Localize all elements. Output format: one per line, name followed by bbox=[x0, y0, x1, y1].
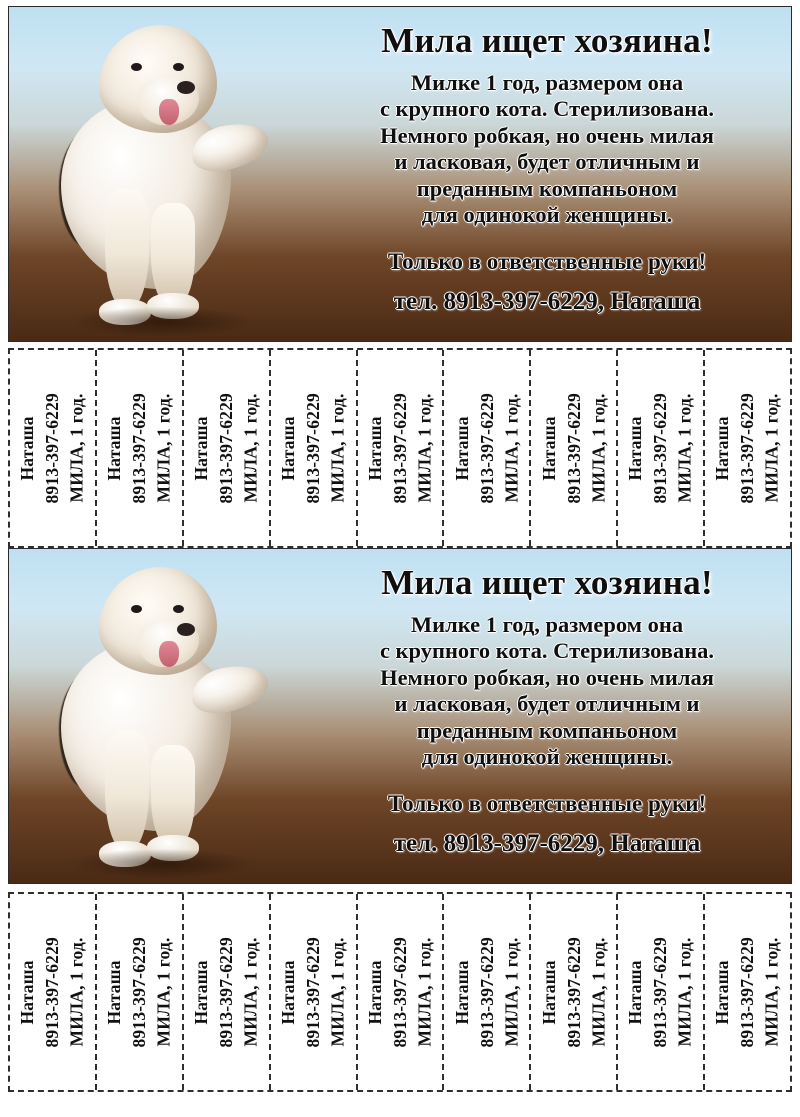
tearoff-tab-text bbox=[189, 393, 264, 504]
tearoff-tab-text bbox=[623, 937, 698, 1048]
tearoff-strip-row-2 bbox=[8, 892, 792, 1092]
tearoff-phone: 8913-397-6229 bbox=[389, 392, 410, 504]
tearoff-tab-text bbox=[363, 937, 438, 1048]
tearoff-pet-info: МИЛА, 1 год. bbox=[414, 393, 435, 503]
tearoff-tab[interactable] bbox=[531, 350, 618, 546]
tearoff-tab[interactable] bbox=[444, 350, 531, 546]
dog-photo bbox=[9, 7, 309, 341]
tearoff-pet-info: МИЛА, 1 год. bbox=[761, 937, 782, 1047]
tearoff-tab[interactable] bbox=[97, 894, 184, 1090]
tearoff-tab[interactable] bbox=[531, 894, 618, 1090]
dog-eye-right bbox=[173, 605, 184, 613]
dog-illustration bbox=[9, 7, 309, 341]
flyer-body-line: Милке 1 год, размером она bbox=[410, 69, 684, 95]
dog-front-leg-right bbox=[151, 745, 195, 849]
tearoff-phone: 8913-397-6229 bbox=[389, 936, 410, 1048]
dog-eye-right bbox=[173, 63, 184, 71]
tearoff-pet-info: МИЛА, 1 год. bbox=[327, 937, 348, 1047]
tearoff-pet-info: МИЛА, 1 год. bbox=[501, 937, 522, 1047]
tearoff-phone: 8913-397-6229 bbox=[563, 936, 584, 1048]
tearoff-tab[interactable] bbox=[10, 350, 97, 546]
tearoff-tab[interactable] bbox=[444, 894, 531, 1090]
flyer-text-column bbox=[309, 549, 792, 883]
flyer-callout: Только в ответственные руки! bbox=[387, 249, 707, 275]
flyer-headline: Мила ищет хозяина! bbox=[381, 21, 713, 60]
tearoff-tab-text bbox=[276, 937, 351, 1048]
dog-front-leg-left bbox=[105, 731, 149, 851]
dog-eye-left bbox=[131, 63, 142, 71]
dog-front-leg-right bbox=[151, 203, 195, 307]
dog-nose bbox=[177, 81, 195, 94]
flyer-body-line: Милке 1 год, размером она bbox=[410, 611, 684, 637]
tearoff-tab[interactable] bbox=[271, 350, 358, 546]
tearoff-contact-name: Наташа bbox=[538, 959, 559, 1025]
dog-shadow bbox=[73, 849, 253, 879]
flyer-card-2 bbox=[8, 548, 792, 884]
tearoff-phone: 8913-397-6229 bbox=[42, 936, 63, 1048]
flyer-body-line: и ласковая, будет отличным и bbox=[394, 149, 700, 175]
tearoff-phone: 8913-397-6229 bbox=[215, 392, 236, 504]
flyer-phone-line: тел. 8913-397-6229, Наташа bbox=[393, 830, 701, 858]
dog-shadow bbox=[73, 307, 253, 337]
tearoff-contact-name: Наташа bbox=[451, 415, 472, 481]
tearoff-phone: 8913-397-6229 bbox=[737, 936, 758, 1048]
tearoff-phone: 8913-397-6229 bbox=[650, 392, 671, 504]
tearoff-pet-info: МИЛА, 1 год. bbox=[588, 393, 609, 503]
tearoff-pet-info: МИЛА, 1 год. bbox=[66, 937, 87, 1047]
flyer-body-line: преданным компаньоном bbox=[416, 717, 678, 743]
tearoff-contact-name: Наташа bbox=[17, 959, 38, 1025]
tearoff-phone: 8913-397-6229 bbox=[302, 392, 323, 504]
tearoff-phone: 8913-397-6229 bbox=[476, 936, 497, 1048]
flyer-body-line: и ласковая, будет отличным и bbox=[394, 691, 700, 717]
tearoff-contact-name: Наташа bbox=[17, 415, 38, 481]
tearoff-tab[interactable] bbox=[618, 350, 705, 546]
tearoff-tab-text bbox=[15, 937, 90, 1048]
dog-eye-left bbox=[131, 605, 142, 613]
tearoff-pet-info: МИЛА, 1 год. bbox=[240, 937, 261, 1047]
flyer-callout: Только в ответственные руки! bbox=[387, 791, 707, 817]
tearoff-phone: 8913-397-6229 bbox=[42, 392, 63, 504]
dog-tongue bbox=[159, 641, 179, 667]
tearoff-tab-text bbox=[450, 937, 525, 1048]
flyer-body-line: Немного робкая, но очень милая bbox=[380, 664, 714, 690]
tearoff-strip-row-1 bbox=[8, 348, 792, 548]
tearoff-tab-text bbox=[710, 393, 785, 504]
tearoff-phone: 8913-397-6229 bbox=[737, 392, 758, 504]
tearoff-pet-info: МИЛА, 1 год. bbox=[240, 393, 261, 503]
tearoff-tab[interactable] bbox=[184, 894, 271, 1090]
tearoff-tab[interactable] bbox=[358, 894, 445, 1090]
tearoff-pet-info: МИЛА, 1 год. bbox=[675, 937, 696, 1047]
tearoff-pet-info: МИЛА, 1 год. bbox=[153, 393, 174, 503]
flyer-body-line: Немного робкая, но очень милая bbox=[380, 122, 714, 148]
dog-photo bbox=[9, 549, 309, 883]
flyer-body-line: для одинокой женщины. bbox=[421, 202, 673, 228]
flyer-body-line: преданным компаньоном bbox=[416, 175, 678, 201]
tearoff-tab-text bbox=[537, 937, 612, 1048]
tearoff-pet-info: МИЛА, 1 год. bbox=[327, 393, 348, 503]
tearoff-tab[interactable] bbox=[10, 894, 97, 1090]
tearoff-phone: 8913-397-6229 bbox=[128, 936, 149, 1048]
tearoff-pet-info: МИЛА, 1 год. bbox=[761, 393, 782, 503]
dog-tongue bbox=[159, 99, 179, 125]
flyer-body bbox=[315, 612, 779, 771]
flyer-body-line: с крупного кота. Стерилизована. bbox=[379, 96, 715, 122]
tearoff-contact-name: Наташа bbox=[190, 415, 211, 481]
flyer-body-line: с крупного кота. Стерилизована. bbox=[379, 638, 715, 664]
tearoff-pet-info: МИЛА, 1 год. bbox=[414, 937, 435, 1047]
tearoff-tab[interactable] bbox=[705, 894, 790, 1090]
tearoff-tab-text bbox=[623, 393, 698, 504]
tearoff-contact-name: Наташа bbox=[277, 959, 298, 1025]
tearoff-tab-text bbox=[102, 393, 177, 504]
tearoff-phone: 8913-397-6229 bbox=[563, 392, 584, 504]
tearoff-phone: 8913-397-6229 bbox=[476, 392, 497, 504]
tearoff-contact-name: Наташа bbox=[712, 959, 733, 1025]
tearoff-contact-name: Наташа bbox=[364, 415, 385, 481]
tearoff-tab-text bbox=[537, 393, 612, 504]
tearoff-tab[interactable] bbox=[97, 350, 184, 546]
tearoff-pet-info: МИЛА, 1 год. bbox=[588, 937, 609, 1047]
tearoff-pet-info: МИЛА, 1 год. bbox=[66, 393, 87, 503]
tearoff-contact-name: Наташа bbox=[712, 415, 733, 481]
tearoff-phone: 8913-397-6229 bbox=[215, 936, 236, 1048]
flyer-text-column bbox=[309, 7, 792, 341]
tearoff-tab[interactable] bbox=[705, 350, 790, 546]
tearoff-pet-info: МИЛА, 1 год. bbox=[501, 393, 522, 503]
dog-illustration bbox=[9, 549, 309, 883]
flyer-body-line: для одинокой женщины. bbox=[421, 744, 673, 770]
tearoff-tab-text bbox=[102, 937, 177, 1048]
tearoff-contact-name: Наташа bbox=[625, 959, 646, 1025]
tearoff-contact-name: Наташа bbox=[104, 959, 125, 1025]
tearoff-contact-name: Наташа bbox=[190, 959, 211, 1025]
flyer-headline: Мила ищет хозяина! bbox=[381, 563, 713, 602]
tearoff-tab-text bbox=[276, 393, 351, 504]
tearoff-tab[interactable] bbox=[184, 350, 271, 546]
tearoff-tab-text bbox=[15, 393, 90, 504]
tearoff-tab-text bbox=[450, 393, 525, 504]
dog-front-leg-left bbox=[105, 189, 149, 309]
tearoff-pet-info: МИЛА, 1 год. bbox=[675, 393, 696, 503]
tearoff-tab-text bbox=[710, 937, 785, 1048]
tearoff-tab[interactable] bbox=[618, 894, 705, 1090]
tearoff-pet-info: МИЛА, 1 год. bbox=[153, 937, 174, 1047]
tearoff-phone: 8913-397-6229 bbox=[302, 936, 323, 1048]
tearoff-contact-name: Наташа bbox=[277, 415, 298, 481]
tearoff-contact-name: Наташа bbox=[104, 415, 125, 481]
tearoff-phone: 8913-397-6229 bbox=[650, 936, 671, 1048]
flyer-card-1 bbox=[8, 6, 792, 342]
tearoff-tab[interactable] bbox=[271, 894, 358, 1090]
tearoff-tab-text bbox=[363, 393, 438, 504]
flyer-phone-line: тел. 8913-397-6229, Наташа bbox=[393, 288, 701, 316]
tearoff-contact-name: Наташа bbox=[364, 959, 385, 1025]
flyer-body bbox=[315, 70, 779, 229]
dog-nose bbox=[177, 623, 195, 636]
tearoff-phone: 8913-397-6229 bbox=[128, 392, 149, 504]
tearoff-contact-name: Наташа bbox=[451, 959, 472, 1025]
tearoff-tab[interactable] bbox=[358, 350, 445, 546]
tearoff-tab-text bbox=[189, 937, 264, 1048]
tearoff-contact-name: Наташа bbox=[625, 415, 646, 481]
tearoff-contact-name: Наташа bbox=[538, 415, 559, 481]
